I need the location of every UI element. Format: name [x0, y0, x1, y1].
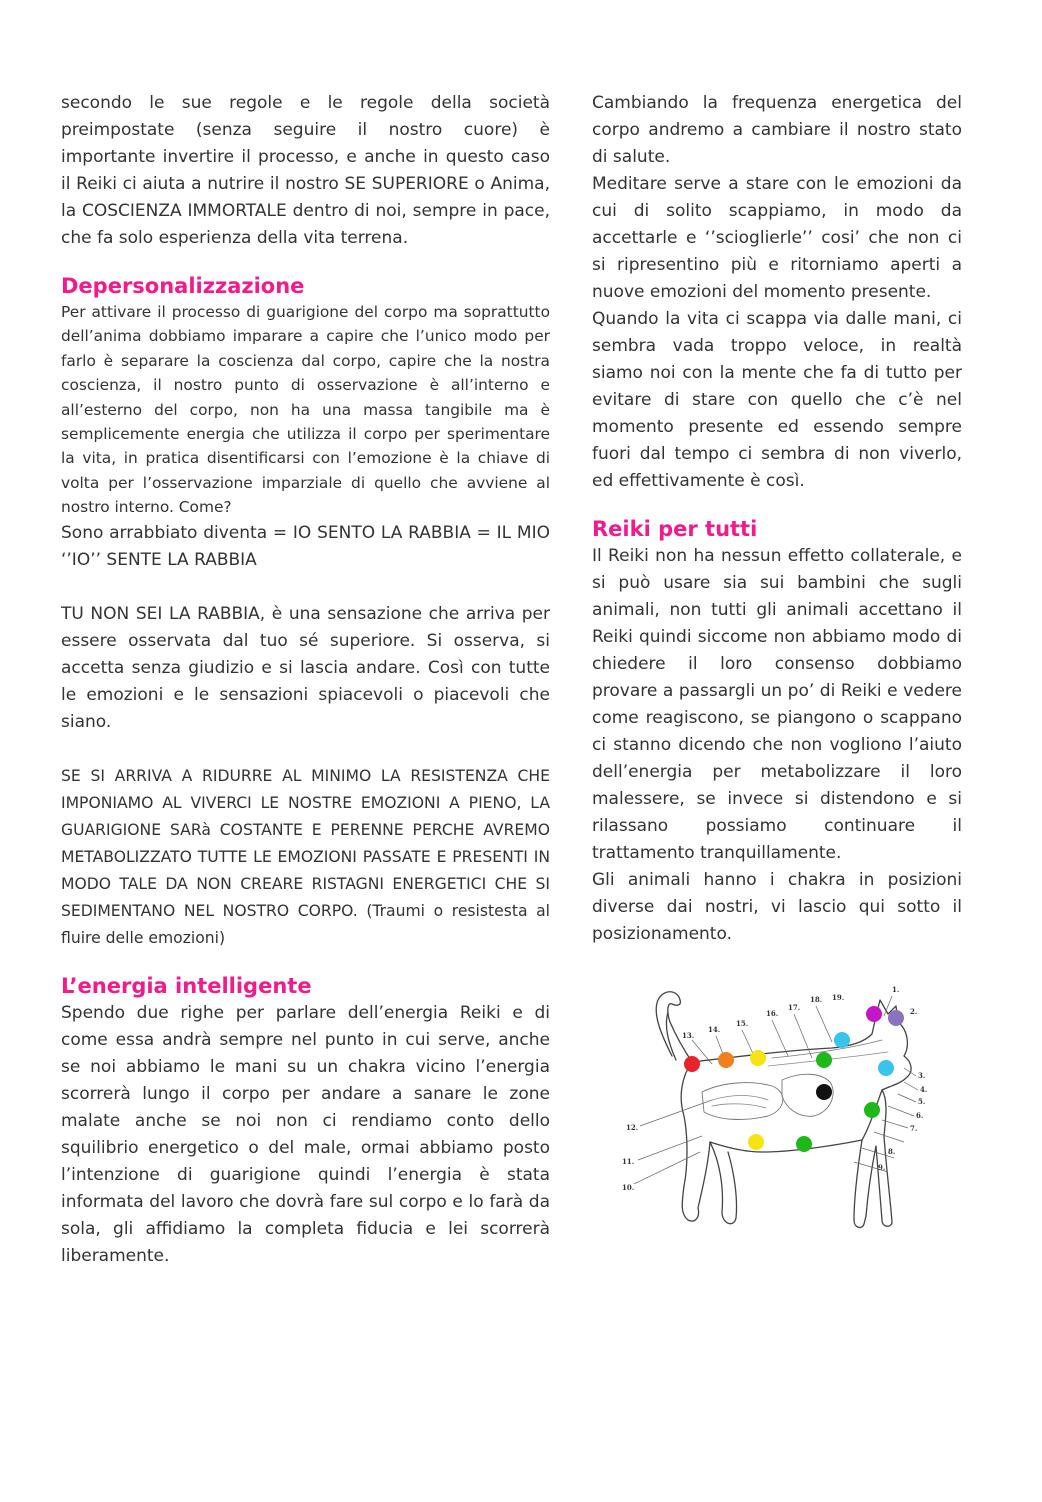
chakra-point-violet — [888, 1010, 904, 1026]
label-number: 17. — [788, 1003, 801, 1012]
reiki-tutti-paragraph-1: Il Reiki non ha nessun effetto collaterale, e si può usare sia sui bambini che sugli animali, non tutti gli animali accettano il Reiki quindi siccome non abbiamo modo di chiedere il loro consenso dobbiamo provare a passargli un po’ di Reiki e vedere come reagiscono, se piangono o scappano ci stanno dicendo che non vogliono l’aiuto dell’energia per metabolizzare il loro malessere, se invece si distendono e si rilassano possiamo continuare il trattamento tranquillamente. — [592, 546, 962, 863]
label-number: 19. — [832, 993, 845, 1002]
right-paragraph-1: Cambiando la frequenza energetica del corpo andremo a cambiare il nostro stato di salute. — [592, 93, 962, 167]
cat-chakra-illustration — [592, 976, 962, 1256]
left-column — [61, 90, 550, 1270]
chakra-point-magenta — [866, 1006, 882, 1022]
label-number: 15. — [736, 1019, 749, 1028]
chakra-point-yellow-belly — [748, 1134, 764, 1150]
label-number: 11. — [622, 1157, 635, 1166]
label-number: 8. — [888, 1147, 896, 1156]
label-number: 9. — [878, 1163, 886, 1172]
right-paragraph-3: Quando la vita ci scappa via dalle mani, ci sembra vada troppo veloce, in realtà siamo noi con la mente che fa di tutto per evitare di stare con quello che c’è nel momento presente ed essendo sempre fuori dal tempo ci sembra di non viverlo, ed effettivamente è così. — [592, 309, 962, 491]
chakra-point-black — [816, 1084, 832, 1100]
label-number: 10. — [622, 1183, 635, 1192]
chakra-point-green-chest — [864, 1102, 880, 1118]
depersonalizzazione-paragraph-2: Sono arrabbiato diventa = IO SENTO LA RABBIA = IL MIO ‘’IO’’ SENTE LA RABBIA — [61, 522, 550, 570]
right-paragraph-2: Meditare serve a stare con le emozioni da cui di solito scappiamo, in modo da accettarle e ‘’scioglierle’’ cosi’ che non ci si ripresentino più e ritorniamo aperti a nuove emozioni del momento presente. — [592, 174, 962, 302]
chakra-point-red — [684, 1056, 700, 1072]
chakra-point-green — [816, 1052, 832, 1068]
chakra-point-light-blue-throat — [878, 1060, 894, 1076]
label-number: 18. — [810, 995, 823, 1004]
depersonalizzazione-paragraph-3: TU NON SEI LA RABBIA, è una sensazione che arriva per essere osservata dal tuo sé superiore. Si osserva, si accetta senza giudizio e si lascia andare. Così con tutte le emozioni e le sensazioni spiacevoli o piacevoli che siano. — [61, 603, 550, 732]
label-number: 6. — [916, 1111, 924, 1120]
label-lines — [634, 996, 918, 1184]
depersonalizzazione-paragraph-4: SE SI ARRIVA A RIDURRE AL MINIMO LA RESISTENZA CHE IMPONIAMO AL VIVERCI LE NOSTRE EMOZIONI A PIENO, LA GUARIGIONE SARà COSTANTE E PERENNE PERCHE AVREMO METABOLIZZATO TUTTE LE EMOZIONI PASSATE E PRESENTI IN MODO TALE DA NON CREARE RISTAGNI ENERGETICI CHE SI SEDIMENTANO NEL NOSTRO CORPO. (Traumi o resistesta al fluire delle emozioni) — [61, 766, 550, 947]
energia-paragraph-1: Spendo due righe per parlare dell’energia Reiki e di come essa andrà sempre nel punto in cui serve, anche se noi abbiamo le mani su un chakra vicino l’energia scorrerà lungo il corpo per andare a sanare le zone malate anche se noi non ci rendiamo conto dello squilibrio energetico o del male, ormai abbiamo posto l’intenzione di guarigione quindi l’energia è stata informata del lavoro che dovrà fare sul corpo e lo farà da sola, gli affidiamo la completa fiducia e lei scorrerà liberamente. — [61, 1002, 550, 1266]
heading-depersonalizzazione: Depersonalizzazione — [61, 274, 305, 298]
label-number: 3. — [918, 1071, 926, 1080]
chakra-point-orange — [718, 1052, 734, 1068]
depersonalizzazione-paragraph-1: Per attivare il processo di guarigione del corpo ma soprattutto dell’anima dobbiamo imparare a capire che l’unico modo per farlo è separare la coscienza dal corpo, capire che la nostra coscienza, il nostro punto di osservazione è all’interno e all’esterno del corpo, non ha una massa tangibile ma è semplicemente energia che utilizza il corpo per sperimentare la vita, in pratica disentificarsi con l’emozione è la chiave di volta per l’osservazione imparziale di quello che avviene al nostro interno. Come? — [61, 303, 550, 517]
chakra-point-green-belly — [796, 1136, 812, 1152]
label-number: 13. — [682, 1031, 695, 1040]
label-number: 2. — [910, 1007, 918, 1016]
label-number: 16. — [766, 1009, 779, 1018]
heading-energia-intelligente: L’energia intelligente — [61, 973, 312, 998]
label-number: 7. — [910, 1124, 918, 1133]
chakra-point-yellow — [750, 1050, 766, 1066]
label-number: 1. — [892, 985, 900, 994]
reiki-tutti-paragraph-2: Gli animali hanno i chakra in posizioni diverse dai nostri, vi lascio qui sotto il posizionamento. — [592, 870, 962, 944]
intro-paragraph: secondo le sue regole e le regole della società preimpostate (senza seguire il nostro cuore) è importante invertire il processo, e anche in questo caso il Reiki ci aiuta a nutrire il nostro SE SUPERIORE o Anima, la COSCIENZA IMMORTALE dentro di noi, sempre in pace, che fa solo esperienza della vita terrena. — [61, 93, 550, 248]
label-number: 14. — [708, 1025, 721, 1034]
label-number: 12. — [626, 1123, 639, 1132]
right-column — [592, 90, 962, 1260]
label-number: 5. — [918, 1097, 926, 1106]
chakra-point-light-blue — [834, 1032, 850, 1048]
label-number: 4. — [920, 1085, 928, 1094]
heading-reiki-per-tutti: Reiki per tutti — [592, 517, 758, 541]
